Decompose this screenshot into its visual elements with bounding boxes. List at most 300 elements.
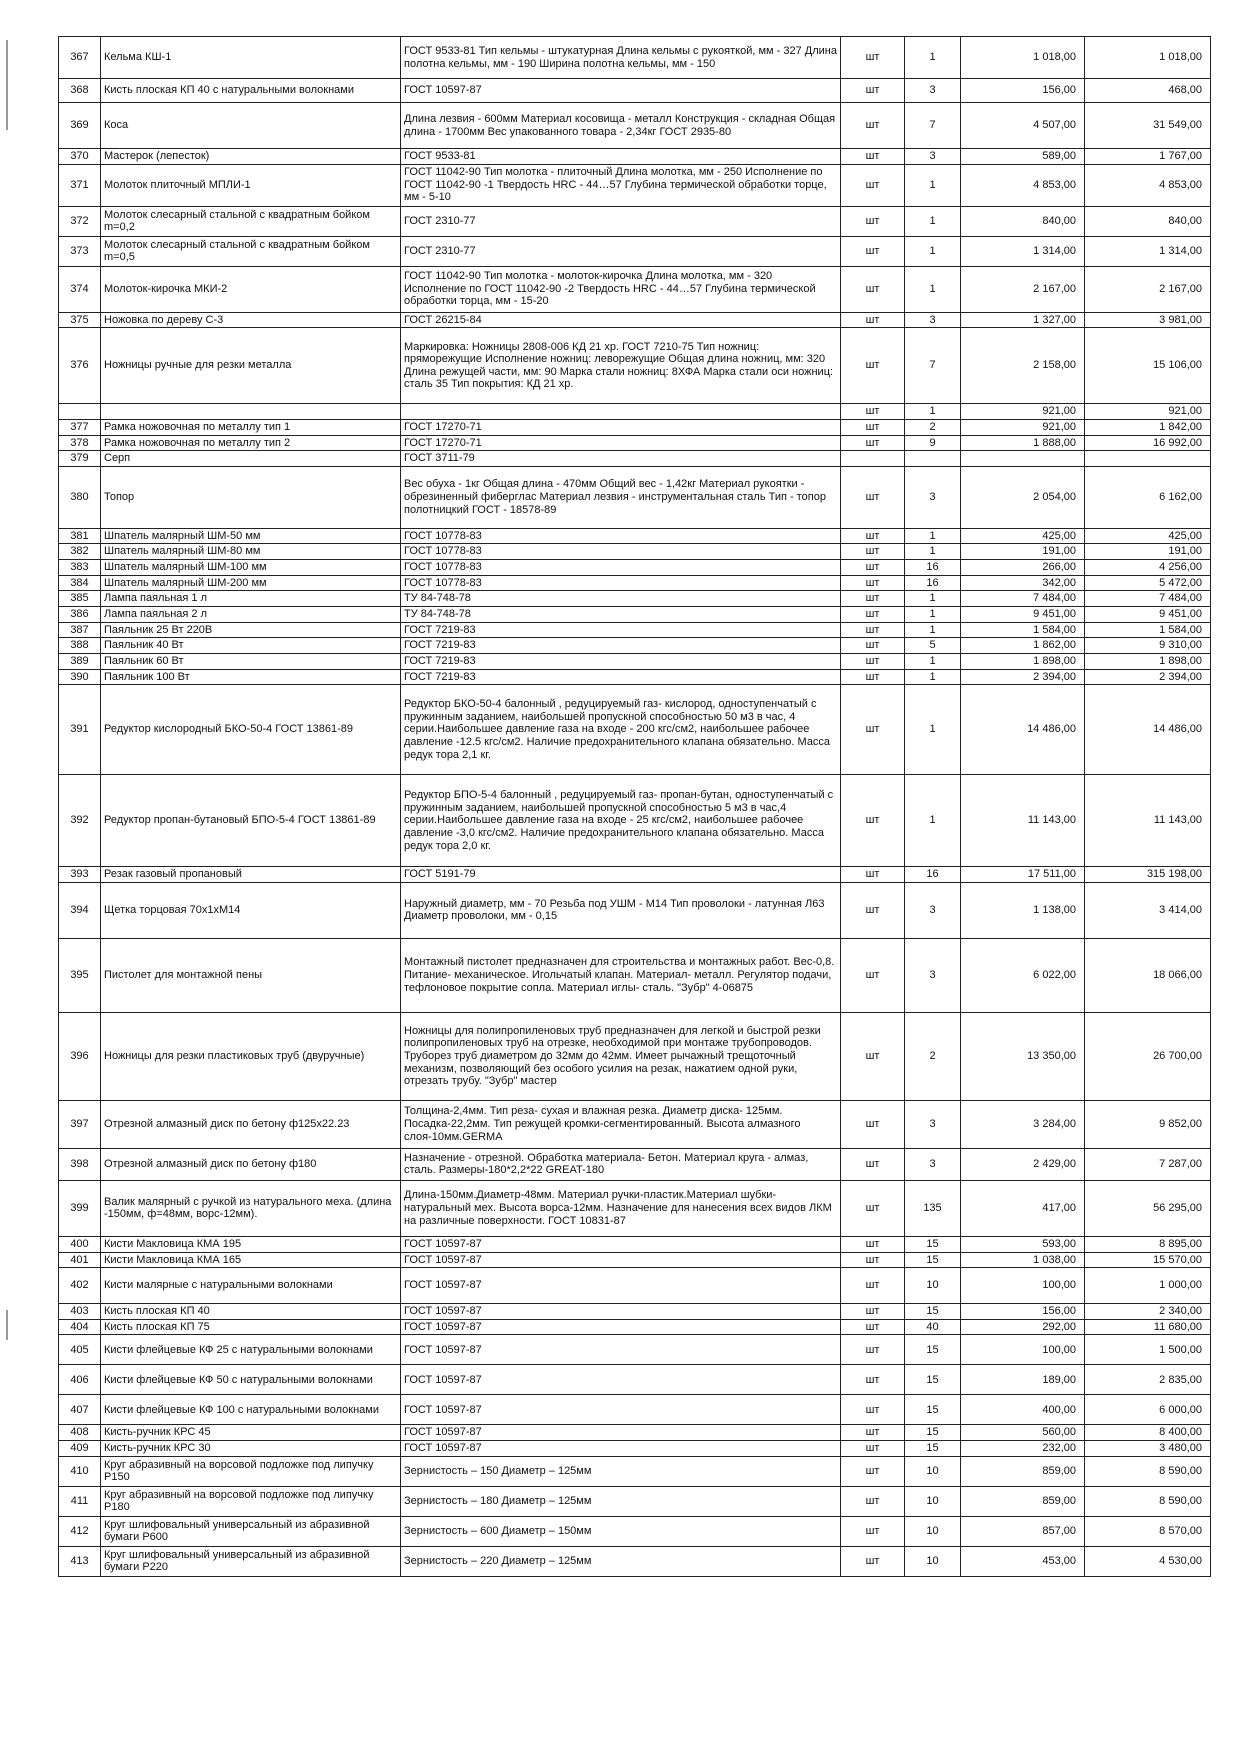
cell-name: Кельма КШ-1 (101, 37, 401, 79)
table-row (59, 266, 1211, 312)
cell-total: 56 295,00 (1085, 1180, 1211, 1236)
cell-total: 8 895,00 (1085, 1236, 1211, 1252)
cell-price: 400,00 (961, 1395, 1085, 1425)
table-row (59, 1180, 1211, 1236)
cell-num: 392 (59, 775, 101, 867)
cell-unit: шт (841, 1395, 905, 1425)
cell-price: 1 327,00 (961, 312, 1085, 328)
cell-spec: ГОСТ 5191-79 (401, 867, 841, 883)
cell-num: 384 (59, 575, 101, 591)
cell-total: 8 400,00 (1085, 1425, 1211, 1441)
cell-qty: 2 (905, 419, 961, 435)
cell-unit: шт (841, 79, 905, 103)
cell-spec: Редуктор БКО-50-4 балонный , редуцируемый газ- кислород, одноступенчатый с пружинным заданием, наибольшей пропускной способностью 50 м3 в час, 4 серии.Наибольшее давление газа на входе - 200 кгс/см2, наибольшее рабочее давление -12.5 кгс/см2. Наличие предохранительного клапана обязательно. Масса редук тора 2,1 кг. (401, 685, 841, 775)
cell-num: 371 (59, 164, 101, 206)
table-row (59, 1236, 1211, 1252)
cell-name: Резак газовый пропановый (101, 867, 401, 883)
cell-num: 383 (59, 560, 101, 576)
table-row (59, 206, 1211, 236)
cell-unit: шт (841, 1486, 905, 1516)
cell-name: Редуктор пропан-бутановый БПО-5-4 ГОСТ 13861-89 (101, 775, 401, 867)
cell-price: 266,00 (961, 560, 1085, 576)
cell-unit: шт (841, 1546, 905, 1576)
cell-qty: 1 (905, 164, 961, 206)
table-row (59, 528, 1211, 544)
cell-name: Кисть-ручник КРС 30 (101, 1441, 401, 1457)
cell-price: 593,00 (961, 1236, 1085, 1252)
cell-num: 391 (59, 685, 101, 775)
cell-price: 6 022,00 (961, 938, 1085, 1012)
cell-total: 315 198,00 (1085, 867, 1211, 883)
cell-num: 399 (59, 1180, 101, 1236)
cell-price: 232,00 (961, 1441, 1085, 1457)
table-row (59, 653, 1211, 669)
table-row (59, 1546, 1211, 1576)
cell-price: 14 486,00 (961, 685, 1085, 775)
cell-price: 1 138,00 (961, 882, 1085, 938)
cell-num: 403 (59, 1304, 101, 1320)
cell-unit: шт (841, 466, 905, 528)
cell-num: 405 (59, 1335, 101, 1365)
cell-num: 406 (59, 1365, 101, 1395)
cell-spec: ГОСТ 2310-77 (401, 236, 841, 266)
cell-num: 372 (59, 206, 101, 236)
cell-qty: 1 (905, 404, 961, 420)
cell-qty: 9 (905, 435, 961, 451)
cell-total: 3 414,00 (1085, 882, 1211, 938)
cell-qty: 15 (905, 1441, 961, 1457)
cell-name (101, 404, 401, 420)
cell-spec: ГОСТ 10597-87 (401, 1335, 841, 1365)
cell-spec: ГОСТ 10778-83 (401, 560, 841, 576)
cell-total: 18 066,00 (1085, 938, 1211, 1012)
table-row (59, 79, 1211, 103)
cell-num: 376 (59, 328, 101, 404)
cell-num: 375 (59, 312, 101, 328)
cell-unit: шт (841, 1456, 905, 1486)
cell-qty: 15 (905, 1425, 961, 1441)
cell-price: 1 018,00 (961, 37, 1085, 79)
cell-qty: 1 (905, 544, 961, 560)
cell-num (59, 404, 101, 420)
cell-spec: Зернистость – 150 Диаметр – 125мм (401, 1456, 841, 1486)
cell-num: 393 (59, 867, 101, 883)
cell-total: 11 680,00 (1085, 1319, 1211, 1335)
cell-num: 389 (59, 653, 101, 669)
cell-total: 4 256,00 (1085, 560, 1211, 576)
table-row (59, 236, 1211, 266)
cell-spec: ГОСТ 10597-87 (401, 1365, 841, 1395)
cell-unit: шт (841, 1516, 905, 1546)
cell-qty: 15 (905, 1252, 961, 1268)
cell-unit: шт (841, 867, 905, 883)
cell-total: 9 852,00 (1085, 1100, 1211, 1148)
cell-unit: шт (841, 312, 905, 328)
table-row (59, 164, 1211, 206)
cell-spec (401, 404, 841, 420)
cell-num: 367 (59, 37, 101, 79)
cell-num: 379 (59, 451, 101, 467)
cell-num: 381 (59, 528, 101, 544)
cell-unit: шт (841, 638, 905, 654)
cell-price: 589,00 (961, 149, 1085, 165)
cell-num: 411 (59, 1486, 101, 1516)
cell-name: Ножовка по дереву С-3 (101, 312, 401, 328)
cell-name: Отрезной алмазный диск по бетону ф125х22.23 (101, 1100, 401, 1148)
cell-num: 401 (59, 1252, 101, 1268)
cell-unit: шт (841, 653, 905, 669)
cell-spec: ГОСТ 17270-71 (401, 419, 841, 435)
cell-total: 1 500,00 (1085, 1335, 1211, 1365)
cell-num: 404 (59, 1319, 101, 1335)
cell-price: 7 484,00 (961, 591, 1085, 607)
cell-total: 1 767,00 (1085, 149, 1211, 165)
cell-name: Круг шлифовальный универсальный из абразивной бумаги Р220 (101, 1546, 401, 1576)
cell-num: 370 (59, 149, 101, 165)
cell-num: 369 (59, 103, 101, 149)
cell-price: 1 038,00 (961, 1252, 1085, 1268)
cell-qty: 1 (905, 607, 961, 623)
table-row (59, 575, 1211, 591)
cell-total (1085, 451, 1211, 467)
cell-qty: 15 (905, 1395, 961, 1425)
cell-name: Лампа паяльная 1 л (101, 591, 401, 607)
cell-spec: Длина-150мм.Диаметр-48мм. Материал ручки-пластик.Материал шубки- натуральный мех. Высота ворса-12мм. Назначение для нанесения всех видов ЛКМ на различные поверхности. ГОСТ 10831-87 (401, 1180, 841, 1236)
cell-spec: Зернистость – 180 Диаметр – 125мм (401, 1486, 841, 1516)
cell-spec: Маркировка: Ножницы 2808-006 КД 21 хр. ГОСТ 7210-75 Тип ножниц: пряморежущие Исполнение ножниц: леворежущие Общая длина ножниц, мм: 320 Длина режущей части, мм: 90 Марка стали ножниц: 8ХФА Марка стали оси ножниц: сталь 35 Тип покрытия: КД 21 хр. (401, 328, 841, 404)
cell-name: Паяльник 100 Вт (101, 669, 401, 685)
cell-total: 16 992,00 (1085, 435, 1211, 451)
cell-unit: шт (841, 1268, 905, 1304)
cell-price: 17 511,00 (961, 867, 1085, 883)
table-row (59, 1100, 1211, 1148)
cell-name: Шпатель малярный ШМ-100 мм (101, 560, 401, 576)
cell-price: 191,00 (961, 544, 1085, 560)
cell-qty: 3 (905, 79, 961, 103)
table-row (59, 1486, 1211, 1516)
cell-total: 921,00 (1085, 404, 1211, 420)
cell-qty: 1 (905, 236, 961, 266)
cell-qty: 3 (905, 312, 961, 328)
table-row (59, 882, 1211, 938)
cell-unit: шт (841, 1148, 905, 1180)
table-row (59, 591, 1211, 607)
cell-name: Щетка торцовая 70х1хМ14 (101, 882, 401, 938)
cell-num: 394 (59, 882, 101, 938)
table-row (59, 638, 1211, 654)
table-row (59, 451, 1211, 467)
cell-spec: ГОСТ 11042-90 Тип молотка - плиточный Длина молотка, мм - 250 Исполнение по ГОСТ 11042-90 -1 Твердость HRC - 44…57 Глубина термической обработки торце, мм - 5-10 (401, 164, 841, 206)
cell-spec: ГОСТ 2310-77 (401, 206, 841, 236)
cell-name: Молоток слесарный стальной с квадратным бойком m=0,5 (101, 236, 401, 266)
cell-qty: 3 (905, 938, 961, 1012)
cell-price: 9 451,00 (961, 607, 1085, 623)
cell-num: 410 (59, 1456, 101, 1486)
cell-unit: шт (841, 236, 905, 266)
cell-total: 191,00 (1085, 544, 1211, 560)
cell-name: Редуктор кислородный БКО-50-4 ГОСТ 13861-89 (101, 685, 401, 775)
cell-price: 2 054,00 (961, 466, 1085, 528)
cell-spec: Толщина-2,4мм. Тип реза- сухая и влажная резка. Диаметр диска- 125мм. Посадка-22,2мм. Тип режущей кромки-сегментированный. Высота алмазного слоя-10мм.GERMA (401, 1100, 841, 1148)
cell-num: 388 (59, 638, 101, 654)
cell-total: 9 310,00 (1085, 638, 1211, 654)
cell-name: Кисть-ручник КРС 45 (101, 1425, 401, 1441)
cell-spec: ГОСТ 10597-87 (401, 1268, 841, 1304)
scan-mark (6, 1310, 8, 1340)
cell-spec: ГОСТ 10597-87 (401, 1319, 841, 1335)
cell-qty: 10 (905, 1546, 961, 1576)
cell-spec: ГОСТ 7219-83 (401, 669, 841, 685)
cell-name: Молоток-кирочка МКИ-2 (101, 266, 401, 312)
cell-unit: шт (841, 685, 905, 775)
cell-num: 412 (59, 1516, 101, 1546)
cell-total: 7 484,00 (1085, 591, 1211, 607)
scan-mark (6, 40, 8, 130)
cell-spec: ГОСТ 10597-87 (401, 1425, 841, 1441)
table-row (59, 1441, 1211, 1457)
cell-unit: шт (841, 1252, 905, 1268)
cell-qty: 3 (905, 1148, 961, 1180)
cell-unit: шт (841, 1441, 905, 1457)
cell-num: 395 (59, 938, 101, 1012)
cell-price: 857,00 (961, 1516, 1085, 1546)
cell-num: 382 (59, 544, 101, 560)
cell-num: 385 (59, 591, 101, 607)
cell-name: Ножницы ручные для резки металла (101, 328, 401, 404)
cell-price: 13 350,00 (961, 1012, 1085, 1100)
cell-name: Паяльник 25 Вт 220В (101, 622, 401, 638)
cell-name: Молоток слесарный стальной с квадратным бойком m=0,2 (101, 206, 401, 236)
cell-num: 407 (59, 1395, 101, 1425)
cell-num: 396 (59, 1012, 101, 1100)
cell-qty: 1 (905, 775, 961, 867)
cell-spec: ГОСТ 17270-71 (401, 435, 841, 451)
table-row (59, 1252, 1211, 1268)
cell-price: 859,00 (961, 1456, 1085, 1486)
cell-price: 156,00 (961, 1304, 1085, 1320)
cell-spec: Ножницы для полипропиленовых труб предназначен для легкой и быстрой резки полипропиленовых труб на отрезке, необходимой при монтаже трубопроводов. Труборез труб диаметром до 32мм до 42мм. Имеет рычажный трещоточный механизм, позволяющий без особого усилия на резак, нажатием одной руки, отрезать трубу. "Зубр" мастер (401, 1012, 841, 1100)
cell-total: 26 700,00 (1085, 1012, 1211, 1100)
cell-unit: шт (841, 882, 905, 938)
cell-num: 377 (59, 419, 101, 435)
cell-spec: ГОСТ 7219-83 (401, 653, 841, 669)
cell-price: 342,00 (961, 575, 1085, 591)
cell-num: 378 (59, 435, 101, 451)
cell-spec: ГОСТ 26215-84 (401, 312, 841, 328)
cell-total: 8 570,00 (1085, 1516, 1211, 1546)
cell-price: 921,00 (961, 419, 1085, 435)
cell-unit: шт (841, 622, 905, 638)
cell-num: 409 (59, 1441, 101, 1457)
cell-num: 397 (59, 1100, 101, 1148)
cell-price: 560,00 (961, 1425, 1085, 1441)
cell-spec: Зернистость – 220 Диаметр – 125мм (401, 1546, 841, 1576)
cell-unit: шт (841, 1365, 905, 1395)
cell-qty: 15 (905, 1236, 961, 1252)
cell-spec: ГОСТ 10597-87 (401, 1252, 841, 1268)
cell-price: 1 862,00 (961, 638, 1085, 654)
cell-qty: 7 (905, 103, 961, 149)
cell-qty: 1 (905, 653, 961, 669)
cell-name: Кисти Макловица КМА 165 (101, 1252, 401, 1268)
cell-unit: шт (841, 1100, 905, 1148)
cell-total: 2 340,00 (1085, 1304, 1211, 1320)
cell-price: 1 898,00 (961, 653, 1085, 669)
cell-spec: ГОСТ 9533-81 (401, 149, 841, 165)
cell-spec: ГОСТ 10778-83 (401, 575, 841, 591)
cell-price: 417,00 (961, 1180, 1085, 1236)
cell-total: 840,00 (1085, 206, 1211, 236)
cell-price: 11 143,00 (961, 775, 1085, 867)
cell-unit: шт (841, 328, 905, 404)
cell-total: 15 106,00 (1085, 328, 1211, 404)
cell-total: 1 314,00 (1085, 236, 1211, 266)
cell-unit: шт (841, 1335, 905, 1365)
cell-unit: шт (841, 435, 905, 451)
cell-qty: 3 (905, 466, 961, 528)
cell-spec: ГОСТ 3711-79 (401, 451, 841, 467)
cell-unit: шт (841, 206, 905, 236)
cell-total: 1 584,00 (1085, 622, 1211, 638)
cell-total: 8 590,00 (1085, 1486, 1211, 1516)
cell-price: 3 284,00 (961, 1100, 1085, 1148)
cell-name: Молоток плиточный МПЛИ-1 (101, 164, 401, 206)
cell-total: 468,00 (1085, 79, 1211, 103)
cell-qty: 1 (905, 528, 961, 544)
cell-name: Кисть плоская КП 75 (101, 1319, 401, 1335)
cell-unit (841, 451, 905, 467)
cell-name: Мастерок (лепесток) (101, 149, 401, 165)
cell-qty: 135 (905, 1180, 961, 1236)
cell-unit: шт (841, 669, 905, 685)
cell-price: 292,00 (961, 1319, 1085, 1335)
cell-num: 400 (59, 1236, 101, 1252)
goods-table (58, 36, 1211, 1577)
table-row (59, 1516, 1211, 1546)
table-row (59, 328, 1211, 404)
cell-name: Шпатель малярный ШМ-200 мм (101, 575, 401, 591)
cell-qty: 1 (905, 266, 961, 312)
cell-name: Коса (101, 103, 401, 149)
cell-spec: ГОСТ 10597-87 (401, 1304, 841, 1320)
cell-unit: шт (841, 164, 905, 206)
cell-num: 413 (59, 1546, 101, 1576)
cell-total: 2 167,00 (1085, 266, 1211, 312)
table-row (59, 685, 1211, 775)
cell-price: 2 158,00 (961, 328, 1085, 404)
cell-unit: шт (841, 528, 905, 544)
cell-unit: шт (841, 607, 905, 623)
cell-unit: шт (841, 938, 905, 1012)
cell-unit: шт (841, 419, 905, 435)
table-row (59, 544, 1211, 560)
cell-name: Серп (101, 451, 401, 467)
cell-num: 387 (59, 622, 101, 638)
table-row (59, 435, 1211, 451)
cell-name: Паяльник 40 Вт (101, 638, 401, 654)
cell-spec: Назначение - отрезной. Обработка материала- Бетон. Материал круга - алмаз, сталь. Размеры-180*2,2*22 GREAT-180 (401, 1148, 841, 1180)
cell-total: 11 143,00 (1085, 775, 1211, 867)
cell-qty: 1 (905, 685, 961, 775)
cell-name: Лампа паяльная 2 л (101, 607, 401, 623)
table-row (59, 938, 1211, 1012)
cell-spec: ГОСТ 7219-83 (401, 638, 841, 654)
cell-total: 15 570,00 (1085, 1252, 1211, 1268)
cell-qty: 3 (905, 882, 961, 938)
table-row (59, 312, 1211, 328)
cell-price (961, 451, 1085, 467)
table-row (59, 1456, 1211, 1486)
cell-price: 425,00 (961, 528, 1085, 544)
cell-total: 6 000,00 (1085, 1395, 1211, 1425)
cell-qty: 15 (905, 1335, 961, 1365)
cell-qty: 40 (905, 1319, 961, 1335)
cell-qty: 5 (905, 638, 961, 654)
cell-qty: 1 (905, 37, 961, 79)
table-row (59, 1319, 1211, 1335)
table-row (59, 37, 1211, 79)
table-row (59, 1012, 1211, 1100)
cell-unit: шт (841, 775, 905, 867)
cell-unit: шт (841, 266, 905, 312)
cell-unit: шт (841, 103, 905, 149)
cell-total: 1 898,00 (1085, 653, 1211, 669)
table-row (59, 419, 1211, 435)
cell-price: 4 853,00 (961, 164, 1085, 206)
cell-total: 1 018,00 (1085, 37, 1211, 79)
cell-qty: 1 (905, 622, 961, 638)
cell-price: 100,00 (961, 1335, 1085, 1365)
cell-name: Ножницы для резки пластиковых труб (двуручные) (101, 1012, 401, 1100)
cell-name: Кисть плоская КП 40 (101, 1304, 401, 1320)
cell-name: Шпатель малярный ШМ-50 мм (101, 528, 401, 544)
cell-price: 2 429,00 (961, 1148, 1085, 1180)
cell-name: Круг абразивный на ворсовой подложке под липучку Р180 (101, 1486, 401, 1516)
cell-name: Рамка ножовочная по металлу тип 2 (101, 435, 401, 451)
table-row (59, 775, 1211, 867)
cell-name: Топор (101, 466, 401, 528)
cell-num: 398 (59, 1148, 101, 1180)
cell-price: 453,00 (961, 1546, 1085, 1576)
cell-qty: 2 (905, 1012, 961, 1100)
cell-unit: шт (841, 575, 905, 591)
cell-qty: 1 (905, 669, 961, 685)
cell-num: 386 (59, 607, 101, 623)
cell-qty: 16 (905, 560, 961, 576)
cell-price: 840,00 (961, 206, 1085, 236)
cell-unit: шт (841, 544, 905, 560)
table-row (59, 607, 1211, 623)
cell-total: 4 530,00 (1085, 1546, 1211, 1576)
cell-price: 1 584,00 (961, 622, 1085, 638)
cell-unit: шт (841, 37, 905, 79)
cell-unit: шт (841, 149, 905, 165)
cell-name: Круг шлифовальный универсальный из абразивной бумаги Р600 (101, 1516, 401, 1546)
cell-spec: ГОСТ 10597-87 (401, 1395, 841, 1425)
cell-spec: ГОСТ 11042-90 Тип молотка - молоток-кирочка Длина молотка, мм - 320 Исполнение по ГОСТ 11042-90 -2 Твердость HRC - 44…57 Глубина термической обработки торца, мм - 15-20 (401, 266, 841, 312)
cell-name: Валик малярный с ручкой из натурального меха. (длина -150мм, ф=48мм, ворс-12мм). (101, 1180, 401, 1236)
cell-total: 1 842,00 (1085, 419, 1211, 435)
cell-qty: 7 (905, 328, 961, 404)
cell-price: 4 507,00 (961, 103, 1085, 149)
cell-price: 2 394,00 (961, 669, 1085, 685)
table-row (59, 622, 1211, 638)
cell-name: Кисти малярные с натуральными волокнами (101, 1268, 401, 1304)
cell-name: Паяльник 60 Вт (101, 653, 401, 669)
cell-spec: Длина лезвия - 600мм Материал косовища - металл Конструкция - складная Общая длина - 1700мм Вес упакованного товара - 2,34кг ГОСТ 2935-80 (401, 103, 841, 149)
table-row (59, 1268, 1211, 1304)
table-row (59, 1365, 1211, 1395)
